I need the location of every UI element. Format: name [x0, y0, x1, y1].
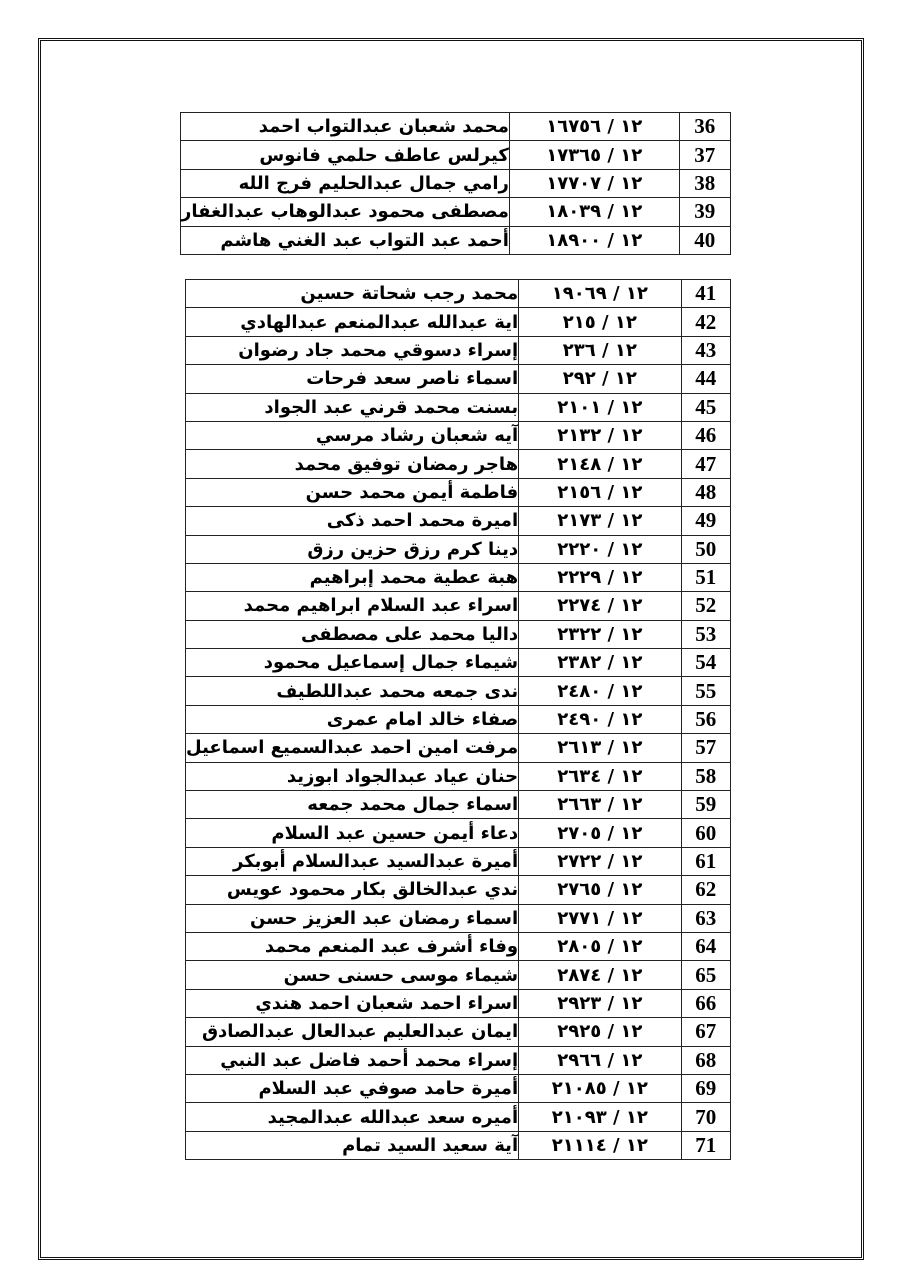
- row-number: 48: [681, 478, 731, 506]
- row-number: 42: [681, 308, 731, 336]
- table-row: [186, 336, 731, 364]
- registration-code: ١٢ / ٢١٧٣: [519, 507, 681, 535]
- row-number: 49: [681, 507, 731, 535]
- table-row: [186, 280, 731, 308]
- row-number: 46: [681, 421, 731, 449]
- student-name: ايمان عبدالعليم عبدالعال عبدالصادق: [186, 1018, 519, 1046]
- row-number: 58: [681, 762, 731, 790]
- table-row: [186, 1046, 731, 1074]
- table-row: [186, 563, 731, 591]
- table-row: [181, 226, 731, 254]
- row-number: 61: [681, 847, 731, 875]
- student-name: أميرة عبدالسيد عبدالسلام أبوبكر: [186, 847, 519, 875]
- row-number: 53: [681, 620, 731, 648]
- registration-code: ١٢ / ٢١١١٤: [519, 1131, 681, 1159]
- table-row: [186, 620, 731, 648]
- registration-code: ١٢ / ٢٢٧٤: [519, 592, 681, 620]
- row-number: 39: [679, 198, 730, 226]
- row-number: 55: [681, 677, 731, 705]
- registration-code: ١٢ / ٢٩٢٥: [519, 1018, 681, 1046]
- student-name: فاطمة أيمن محمد حسن: [186, 478, 519, 506]
- table-row: [186, 762, 731, 790]
- registration-code: ١٢ / ٢٧٢٢: [519, 847, 681, 875]
- registration-code: ١٢ / ٢٣٦: [519, 336, 681, 364]
- student-name: شيماء جمال إسماعيل محمود: [186, 649, 519, 677]
- table-row: [186, 478, 731, 506]
- student-name: أحمد عبد التواب عبد الغني هاشم: [181, 226, 510, 254]
- student-name: أميره سعد عبدالله عبدالمجيد: [186, 1103, 519, 1131]
- registration-code: ١٢ / ٢١٠٩٣: [519, 1103, 681, 1131]
- table-row: [181, 113, 731, 141]
- row-number: 43: [681, 336, 731, 364]
- row-number: 64: [681, 932, 731, 960]
- registration-code: ١٢ / ٢٧٧١: [519, 904, 681, 932]
- row-number: 56: [681, 705, 731, 733]
- registration-code: ١٢ / ١٧٧٠٧: [509, 169, 679, 197]
- student-name: بسنت محمد قرني عبد الجواد: [186, 393, 519, 421]
- row-number: 67: [681, 1018, 731, 1046]
- table-row: [186, 847, 731, 875]
- row-number: 68: [681, 1046, 731, 1074]
- registration-code: ١٢ / ٢١٠٨٥: [519, 1074, 681, 1102]
- row-number: 66: [681, 989, 731, 1017]
- roster-table-1: [180, 112, 731, 255]
- row-number: 65: [681, 961, 731, 989]
- table-row: [186, 365, 731, 393]
- row-number: 51: [681, 563, 731, 591]
- row-number: 50: [681, 535, 731, 563]
- registration-code: ١٢ / ٢١٥: [519, 308, 681, 336]
- student-name: حنان عياد عبدالجواد ابوزيد: [186, 762, 519, 790]
- table-row: [186, 677, 731, 705]
- row-number: 71: [681, 1131, 731, 1159]
- registration-code: ١٢ / ٢٦١٣: [519, 734, 681, 762]
- table-row: [186, 507, 731, 535]
- table-row: [186, 819, 731, 847]
- table-row: [181, 169, 731, 197]
- table-row: [186, 791, 731, 819]
- row-number: 70: [681, 1103, 731, 1131]
- row-number: 60: [681, 819, 731, 847]
- student-name: آية سعيد السيد تمام: [186, 1131, 519, 1159]
- table-row: [181, 141, 731, 169]
- student-name: صفاء خالد امام عمرى: [186, 705, 519, 733]
- student-name: مصطفى محمود عبدالوهاب عبدالغفار: [181, 198, 510, 226]
- row-number: 47: [681, 450, 731, 478]
- student-name: ندى جمعه محمد عبداللطيف: [186, 677, 519, 705]
- table-row: [186, 989, 731, 1017]
- row-number: 45: [681, 393, 731, 421]
- table-row: [186, 308, 731, 336]
- student-name: اسراء احمد شعبان احمد هندي: [186, 989, 519, 1017]
- roster-table-2: [185, 279, 731, 1160]
- table-row: [186, 734, 731, 762]
- row-number: 41: [681, 280, 731, 308]
- row-number: 36: [679, 113, 730, 141]
- student-name: اسماء جمال محمد جمعه: [186, 791, 519, 819]
- table-row: [181, 198, 731, 226]
- registration-code: ١٢ / ١٨٩٠٠: [509, 226, 679, 254]
- row-number: 69: [681, 1074, 731, 1102]
- table-row: [186, 932, 731, 960]
- registration-code: ١٢ / ٢٧٠٥: [519, 819, 681, 847]
- registration-code: ١٢ / ٢١٥٦: [519, 478, 681, 506]
- student-name: اية عبدالله عبدالمنعم عبدالهادي: [186, 308, 519, 336]
- student-name: إسراء محمد أحمد فاضل عبد النبي: [186, 1046, 519, 1074]
- row-number: 52: [681, 592, 731, 620]
- registration-code: ١٢ / ٢٤٩٠: [519, 705, 681, 733]
- row-number: 63: [681, 904, 731, 932]
- student-name: اميرة محمد احمد ذكى: [186, 507, 519, 535]
- table-row: [186, 535, 731, 563]
- registration-code: ١٢ / ٢٨٠٥: [519, 932, 681, 960]
- row-number: 44: [681, 365, 731, 393]
- table-row: [186, 1074, 731, 1102]
- student-name: رامي جمال عبدالحليم فرج الله: [181, 169, 510, 197]
- row-number: 62: [681, 876, 731, 904]
- student-name: دينا كرم رزق حزين رزق: [186, 535, 519, 563]
- table-row: [186, 904, 731, 932]
- registration-code: ١٢ / ١٩٠٦٩: [519, 280, 681, 308]
- table-row: [186, 1103, 731, 1131]
- registration-code: ١٢ / ١٧٣٦٥: [509, 141, 679, 169]
- row-number: 59: [681, 791, 731, 819]
- student-name: داليا محمد على مصطفى: [186, 620, 519, 648]
- registration-code: ١٢ / ٢٨٧٤: [519, 961, 681, 989]
- registration-code: ١٢ / ١٦٧٥٦: [509, 113, 679, 141]
- table-row: [186, 705, 731, 733]
- table-row: [186, 592, 731, 620]
- table-row: [186, 876, 731, 904]
- registration-code: ١٢ / ٢٩٦٦: [519, 1046, 681, 1074]
- student-name: اسماء ناصر سعد فرحات: [186, 365, 519, 393]
- registration-code: ١٢ / ٢١٣٢: [519, 421, 681, 449]
- student-name: اسراء عبد السلام ابراهيم محمد: [186, 592, 519, 620]
- student-name: أميرة حامد صوفي عبد السلام: [186, 1074, 519, 1102]
- student-name: آيه شعبان رشاد مرسي: [186, 421, 519, 449]
- table-row: [186, 1018, 731, 1046]
- student-name: محمد رجب شحاتة حسين: [186, 280, 519, 308]
- student-name: هبة عطية محمد إبراهيم: [186, 563, 519, 591]
- registration-code: ١٢ / ٢١٤٨: [519, 450, 681, 478]
- student-name: اسماء رمضان عبد العزيز حسن: [186, 904, 519, 932]
- registration-code: ١٢ / ٢٦٦٣: [519, 791, 681, 819]
- row-number: 57: [681, 734, 731, 762]
- registration-code: ١٢ / ٢١٠١: [519, 393, 681, 421]
- table-row: [186, 1131, 731, 1159]
- registration-code: ١٢ / ٢٦٣٤: [519, 762, 681, 790]
- table-row: [186, 421, 731, 449]
- table-row: [186, 450, 731, 478]
- registration-code: ١٢ / ٢٤٨٠: [519, 677, 681, 705]
- student-name: وفاء أشرف عبد المنعم محمد: [186, 932, 519, 960]
- student-name: كيرلس عاطف حلمي فانوس: [181, 141, 510, 169]
- table-row: [186, 961, 731, 989]
- row-number: 54: [681, 649, 731, 677]
- row-number: 37: [679, 141, 730, 169]
- registration-code: ١٢ / ٢٣٨٢: [519, 649, 681, 677]
- registration-code: ١٢ / ٢٩٢٣: [519, 989, 681, 1017]
- student-name: مرفت امين احمد عبدالسميع اسماعيل: [186, 734, 519, 762]
- registration-code: ١٢ / ٢٢٢٩: [519, 563, 681, 591]
- registration-code: ١٢ / ١٨٠٣٩: [509, 198, 679, 226]
- student-name: هاجر رمضان توفيق محمد: [186, 450, 519, 478]
- student-name: دعاء أيمن حسين عبد السلام: [186, 819, 519, 847]
- registration-code: ١٢ / ٢٢٢٠: [519, 535, 681, 563]
- registration-code: ١٢ / ٢٧٦٥: [519, 876, 681, 904]
- student-name: محمد شعبان عبدالتواب احمد: [181, 113, 510, 141]
- row-number: 40: [679, 226, 730, 254]
- table-row: [186, 649, 731, 677]
- row-number: 38: [679, 169, 730, 197]
- student-name: إسراء دسوقي محمد جاد رضوان: [186, 336, 519, 364]
- table-row: [186, 393, 731, 421]
- registration-code: ١٢ / ٢٩٢: [519, 365, 681, 393]
- registration-code: ١٢ / ٢٣٢٢: [519, 620, 681, 648]
- student-name: ندي عبدالخالق بكار محمود عويس: [186, 876, 519, 904]
- student-name: شيماء موسى حسنى حسن: [186, 961, 519, 989]
